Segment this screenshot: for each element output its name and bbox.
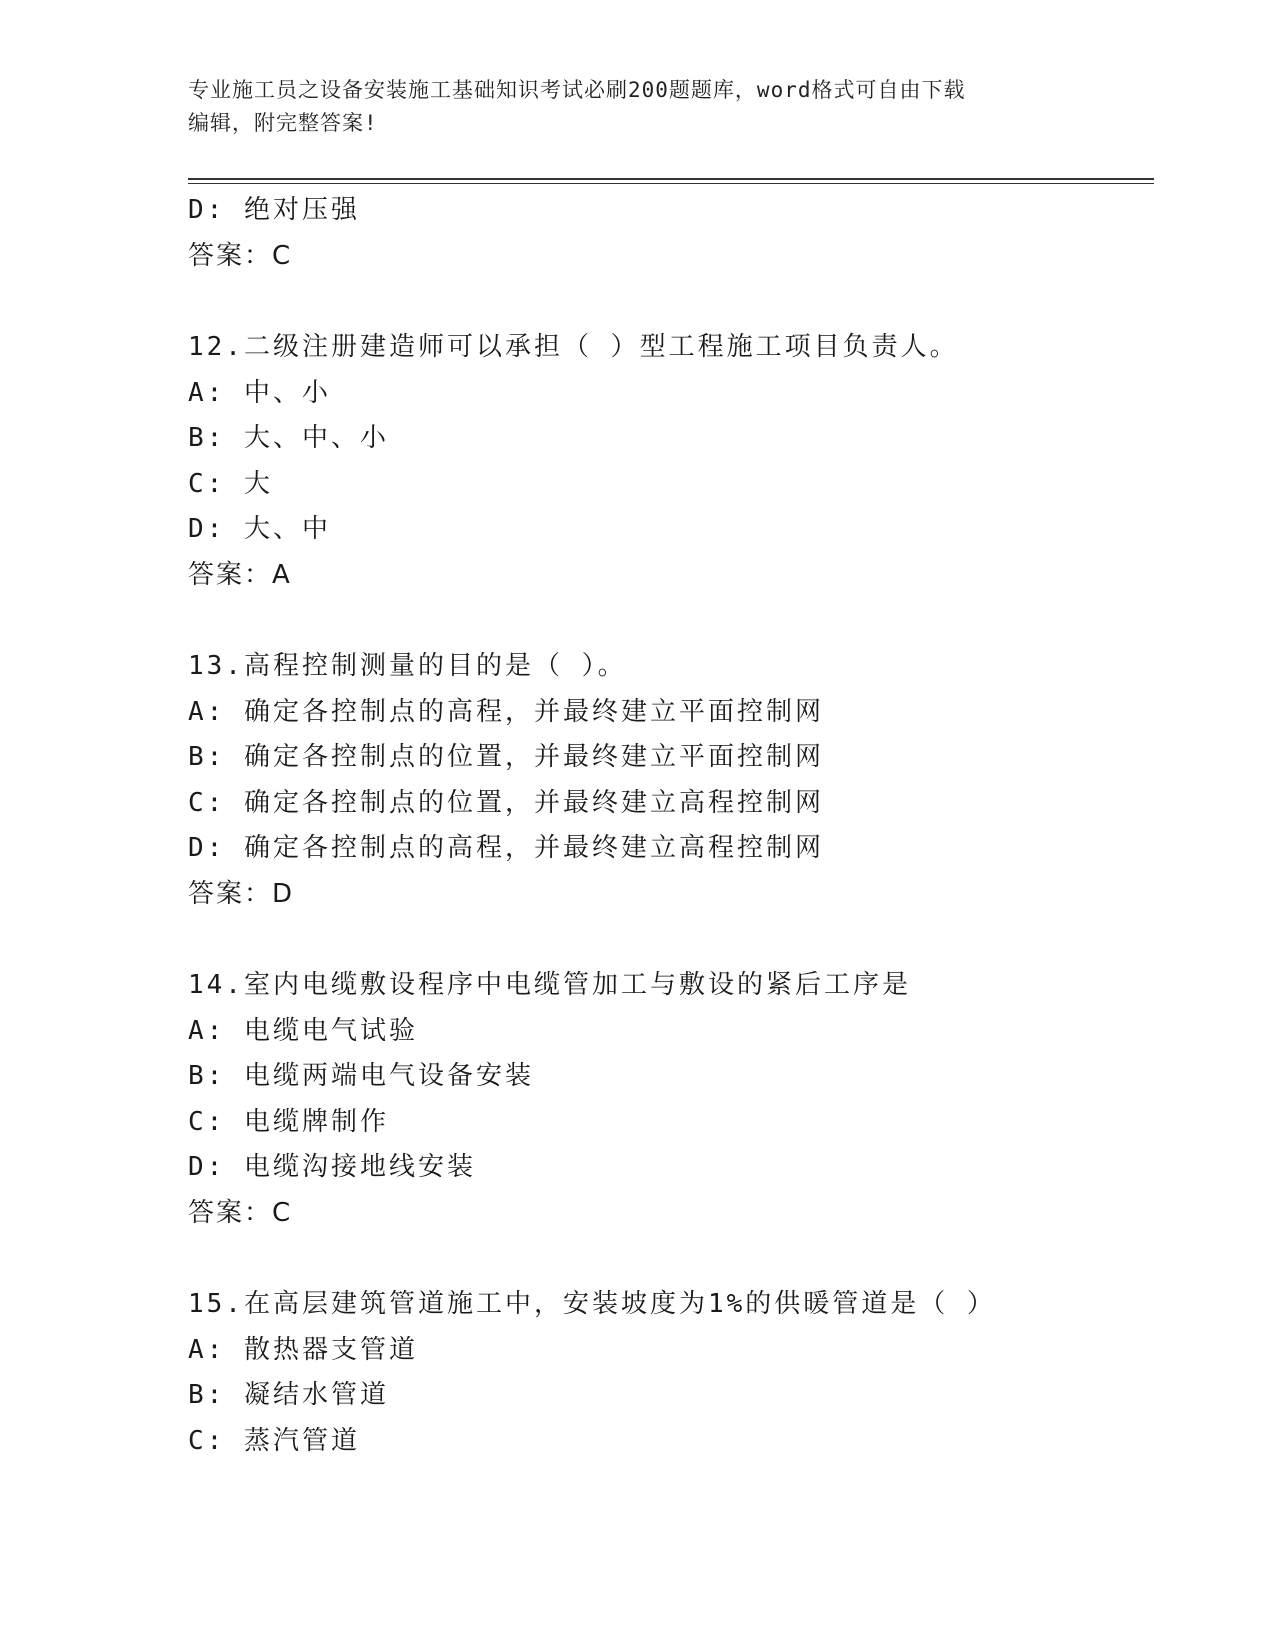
header-title-line-2: 编辑，附完整答案! <box>188 111 378 135</box>
option-c: C: 确定各控制点的位置，并最终建立高程控制网 <box>188 787 824 818</box>
question-stem: 12.二级注册建造师可以承担（ ）型工程施工项目负责人。 <box>188 332 959 362</box>
header-divider <box>188 178 1154 184</box>
answer-label: 答案：D <box>188 878 295 909</box>
option-d: D: 绝对压强 <box>188 195 360 225</box>
question-list <box>188 188 1148 1464</box>
option-c: C: 电缆牌制作 <box>188 1106 389 1137</box>
option-d: D: 电缆沟接地线安装 <box>188 1152 476 1182</box>
page-header <box>188 74 1088 140</box>
option-c: C: 大 <box>188 468 273 499</box>
option-d: D: 大、中 <box>188 514 331 544</box>
option-b: B: 大、中、小 <box>188 423 389 453</box>
option-b: B: 凝结水管道 <box>188 1380 389 1410</box>
option-a: A: 散热器支管道 <box>188 1334 418 1365</box>
answer-label: 答案：C <box>188 240 293 271</box>
answer-label: 答案：A <box>188 559 292 590</box>
option-a: A: 中、小 <box>188 377 331 408</box>
question-stem: 14.室内电缆敷设程序中电缆管加工与敷设的紧后工序是 <box>188 970 911 1000</box>
option-b: B: 电缆两端电气设备安装 <box>188 1061 534 1091</box>
option-b: B: 确定各控制点的位置，并最终建立平面控制网 <box>188 742 824 772</box>
option-c: C: 蒸汽管道 <box>188 1425 360 1456</box>
question-gap <box>188 279 1148 325</box>
question-stem: 15.在高层建筑管道施工中，安装坡度为1%的供暖管道是（ ） <box>188 1289 996 1319</box>
answer-label: 答案：C <box>188 1197 293 1228</box>
option-d: D: 确定各控制点的高程，并最终建立高程控制网 <box>188 833 824 863</box>
question-gap <box>188 917 1148 963</box>
option-a: A: 电缆电气试验 <box>188 1015 418 1046</box>
question-stem: 13.高程控制测量的目的是（ ）。 <box>188 651 627 681</box>
header-title-line-1: 专业施工员之设备安装施工基础知识考试必刷200题题库，word格式可自由下载 <box>188 78 966 102</box>
question-gap <box>188 1236 1148 1282</box>
question-gap <box>188 598 1148 644</box>
option-a: A: 确定各控制点的高程，并最终建立平面控制网 <box>188 696 824 727</box>
